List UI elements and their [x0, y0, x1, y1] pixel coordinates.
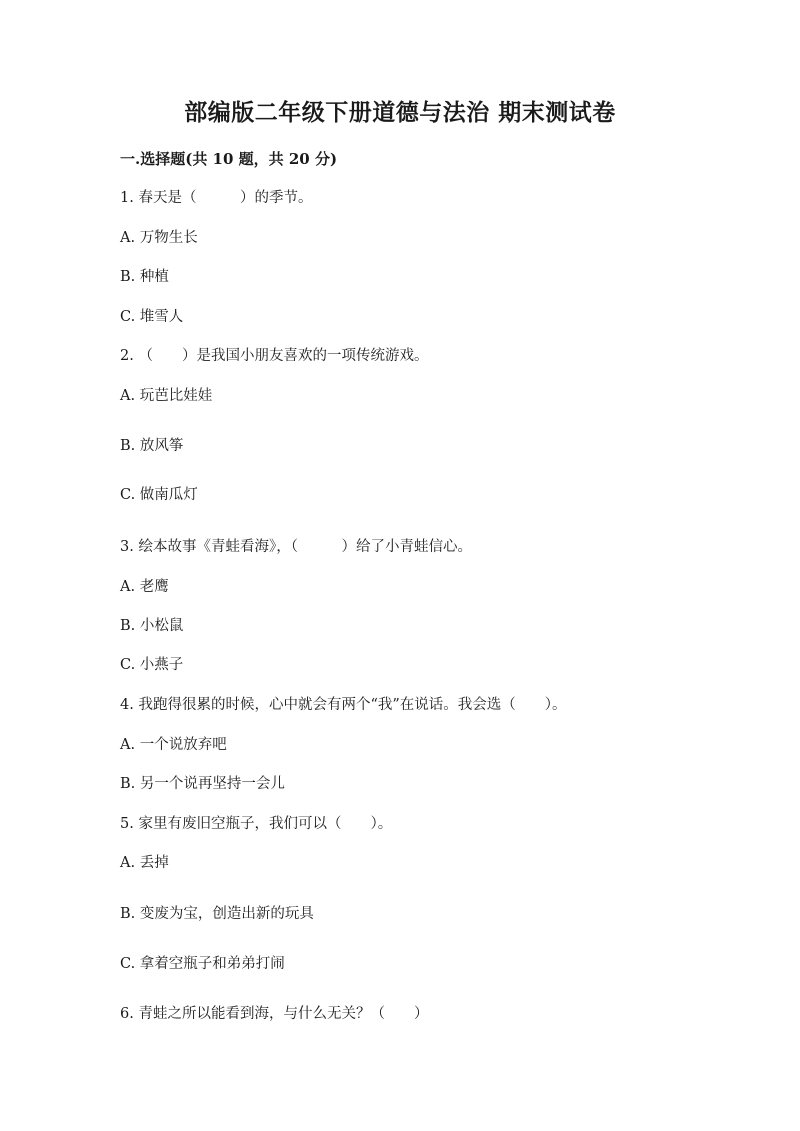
question-1-option-c: C. 堆雪人 [120, 309, 184, 325]
question-2-option-a: A. 玩芭比娃娃 [120, 388, 213, 404]
question-4-option-a: A. 一个说放弃吧 [120, 737, 227, 753]
question-2-option-b: B. 放风筝 [120, 438, 184, 454]
page-title: 部编版二年级下册道德与法治 期末测试卷 [184, 99, 616, 126]
question-2-stem: 2. （ ）是我国小朋友喜欢的一项传统游戏。 [120, 348, 429, 364]
question-1-stem: 1. 春天是（ ）的季节。 [120, 190, 313, 206]
section-heading: 一.选择题(共 10 题，共 20 分) [120, 150, 338, 168]
question-1-option-b: B. 种植 [120, 269, 169, 285]
question-5-stem: 5. 家里有废旧空瓶子，我们可以（ ）。 [120, 816, 393, 832]
question-6-stem: 6. 青蛙之所以能看到海，与什么无关？（ ） [120, 1006, 429, 1022]
question-1-option-a: A. 万物生长 [120, 230, 198, 246]
question-3-option-c: C. 小燕子 [120, 657, 184, 673]
question-3-stem: 3. 绘本故事《青蛙看海》，（ ）给了小青蛙信心。 [120, 539, 472, 555]
question-5-option-b: B. 变废为宝，创造出新的玩具 [120, 906, 314, 922]
question-3-option-b: B. 小松鼠 [120, 618, 184, 634]
question-3-option-a: A. 老鹰 [120, 579, 169, 595]
question-2-option-c: C. 做南瓜灯 [120, 487, 198, 503]
question-5-option-a: A. 丢掉 [120, 855, 169, 871]
question-4-option-b: B. 另一个说再坚持一会儿 [120, 776, 285, 792]
question-5-option-c: C. 拿着空瓶子和弟弟打闹 [120, 956, 285, 972]
question-4-stem: 4. 我跑得很累的时候，心中就会有两个“我”在说话。我会选（ ）。 [120, 697, 567, 713]
